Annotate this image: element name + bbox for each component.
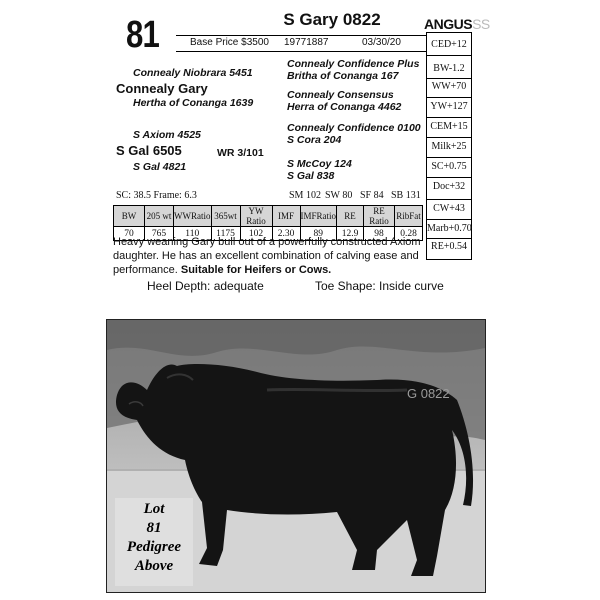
divider xyxy=(427,78,471,79)
lot-stamp-line: 81 xyxy=(146,520,162,536)
heel-depth: Heel Depth: adequate xyxy=(147,279,264,293)
table-cell: 110 xyxy=(174,227,212,241)
pedigree-sire: Connealy Gary xyxy=(116,81,208,96)
table-cell: 2.30 xyxy=(272,227,300,241)
pedigree-r1: Connealy Confidence Plus xyxy=(287,58,420,70)
divider xyxy=(427,55,471,56)
table-header-cell: RibFat xyxy=(395,206,423,227)
divider xyxy=(427,157,471,158)
table-header-cell: IMF xyxy=(272,206,300,227)
lot-stamp-line: Lot xyxy=(143,501,165,517)
table-header-cell: IMFRatio xyxy=(300,206,337,227)
epd-cem: CEM+15 xyxy=(430,121,468,132)
lot-stamp-line: Pedigree xyxy=(126,539,182,555)
breed-logo-suffix: SS xyxy=(472,16,490,32)
pedigree-dam: S Gal 6505 xyxy=(116,143,182,158)
lot-number: 81 xyxy=(126,14,160,56)
epd-bw: BW-1.2 xyxy=(433,63,465,74)
table-cell: 89 xyxy=(300,227,337,241)
animal-name: S Gary 0822 xyxy=(283,10,381,29)
lot-stamp-line: Above xyxy=(134,558,174,574)
pedigree-dam-wr: WR 3/101 xyxy=(217,147,264,159)
table-cell: 765 xyxy=(145,227,174,241)
table-header-cell: WWRatio xyxy=(174,206,212,227)
pedigree-r6: S Cora 204 xyxy=(287,134,342,146)
table-header-row xyxy=(114,206,423,227)
epd-re: RE+0.54 xyxy=(431,241,467,252)
pedigree-dam-dam: S Gal 4821 xyxy=(133,161,187,173)
table-header-cell: RE xyxy=(337,206,364,227)
epd-doc: Doc+32 xyxy=(432,181,466,192)
epd-cw: CW+43 xyxy=(433,203,465,214)
table-header-cell: RE Ratio xyxy=(364,206,395,227)
breed-logo xyxy=(424,16,490,32)
divider xyxy=(427,117,471,118)
pedigree-r3: Connealy Consensus xyxy=(287,89,394,101)
epd-yw: YW+127 xyxy=(430,101,468,112)
table-cell: 98 xyxy=(364,227,395,241)
pedigree-dam-sire: S Axiom 4525 xyxy=(133,129,201,141)
epd-ww: WW+70 xyxy=(431,81,467,92)
pedigree-r4: Herra of Conanga 4462 xyxy=(287,101,402,113)
divider xyxy=(427,177,471,178)
index-sw: SW 80 xyxy=(325,190,353,201)
table-cell: 12.9 xyxy=(337,227,364,241)
table-cell: 102 xyxy=(240,227,272,241)
sc-frame: SC: 38.5 Frame: 6.3 xyxy=(116,190,197,201)
subheader-bar xyxy=(176,35,426,52)
registration-number: 19771887 xyxy=(284,37,329,48)
table-header-cell: YW Ratio xyxy=(240,206,272,227)
divider xyxy=(427,219,471,220)
description-text: Heavy weaning Gary bull out of a powerfully constructed Axiom daughter. He has an excellent combination of calving ease and performance. xyxy=(113,236,421,276)
birth-date: 03/30/20 xyxy=(362,37,401,48)
description-bold: Suitable for Heifers or Cows. xyxy=(180,264,332,276)
table-header-cell: BW xyxy=(114,206,145,227)
toe-shape: Toe Shape: Inside curve xyxy=(315,279,444,293)
index-sf: SF 84 xyxy=(360,190,384,201)
epd-marb: Marb+0.70 xyxy=(427,223,472,234)
pedigree-r8: S Gal 838 xyxy=(287,170,335,182)
divider xyxy=(427,238,471,239)
epd-ced: CED+12 xyxy=(431,39,467,50)
bull-photo xyxy=(106,319,486,593)
divider xyxy=(427,199,471,200)
lot-stamp xyxy=(119,500,189,576)
epd-column xyxy=(426,32,472,260)
table-header-cell: 205 wt xyxy=(145,206,174,227)
epd-milk: Milk+25 xyxy=(431,141,467,152)
index-sb: SB 131 xyxy=(391,190,421,201)
pedigree-sire-dam: Hertha of Conanga 1639 xyxy=(133,97,254,109)
table-cell: 70 xyxy=(114,227,145,241)
ear-tag-marking: G 0822 xyxy=(407,386,450,401)
description xyxy=(113,235,425,277)
table-cell: 1175 xyxy=(211,227,240,241)
divider xyxy=(427,137,471,138)
pedigree-r5: Connealy Confidence 0100 xyxy=(287,122,421,134)
pedigree-r7: S McCoy 124 xyxy=(287,158,352,170)
base-price: Base Price $3500 xyxy=(190,37,269,48)
epd-sc: SC+0.75 xyxy=(431,161,467,172)
divider xyxy=(427,97,471,98)
index-sm: SM 102 xyxy=(289,190,321,201)
breed-logo-main: ANGUS xyxy=(424,16,473,32)
pedigree-sire-sire: Connealy Niobrara 5451 xyxy=(133,67,253,79)
table-cell: 0.28 xyxy=(395,227,423,241)
table-header-cell: 365wt xyxy=(211,206,240,227)
pedigree-r2: Britha of Conanga 167 xyxy=(287,70,399,82)
